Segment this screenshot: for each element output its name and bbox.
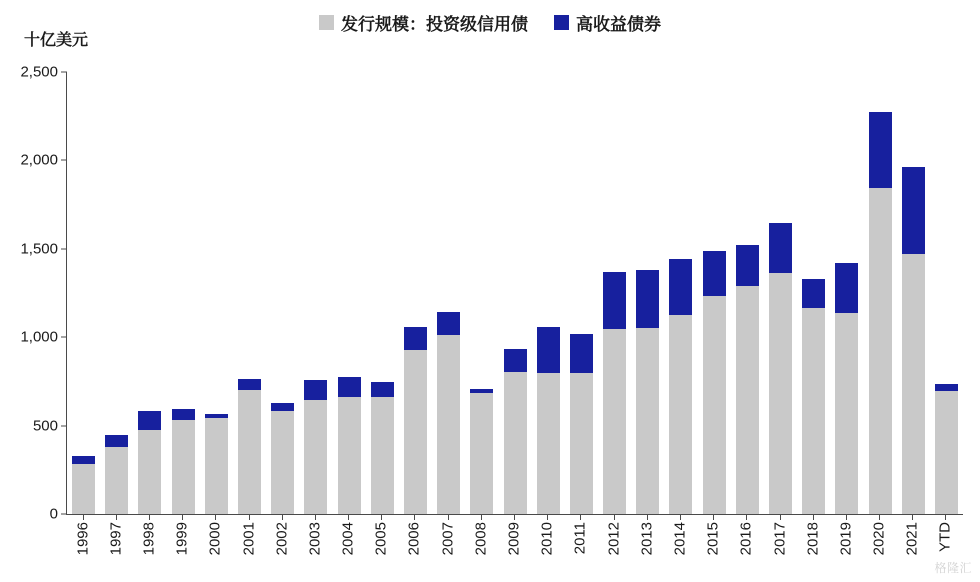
x-axis-tick — [896, 520, 929, 580]
bar-stack — [105, 435, 128, 514]
legend-item-high-yield — [554, 10, 661, 35]
x-axis-tick-label: 2008 — [472, 522, 490, 556]
bar-group — [67, 72, 100, 514]
bar-stack — [537, 327, 560, 514]
bar-segment-high-yield — [504, 349, 527, 372]
bar-group — [631, 72, 664, 514]
x-axis-tick-label: 2021 — [903, 522, 921, 556]
bar-group — [366, 72, 399, 514]
bar-stack — [138, 411, 161, 514]
y-axis-tick-mark — [61, 248, 67, 249]
x-axis-tick-label: 2017 — [771, 522, 789, 556]
bar-stack — [205, 414, 228, 514]
bar-group — [698, 72, 731, 514]
y-axis-tick-mark — [61, 514, 67, 515]
x-axis-tick-label: 2000 — [206, 522, 224, 556]
x-axis-tick-mark — [879, 514, 880, 520]
bar-stack — [404, 327, 427, 514]
x-axis-tick-mark — [116, 514, 117, 520]
x-axis-tick-mark — [83, 514, 84, 520]
x-axis-tick — [564, 520, 597, 580]
x-axis-tick-mark — [514, 514, 515, 520]
bar-segment-high-yield — [72, 456, 95, 464]
x-axis-tick-label: 2001 — [240, 522, 258, 556]
x-axis-tick-mark — [912, 514, 913, 520]
x-axis-tick — [365, 520, 398, 580]
legend-swatch-investment-grade — [319, 15, 334, 30]
x-axis-tick — [829, 520, 862, 580]
x-axis-tick-label: 2010 — [538, 522, 556, 556]
x-axis-tick-mark — [249, 514, 250, 520]
x-axis-tick-label: 2019 — [837, 522, 855, 556]
bar-segment-investment-grade — [902, 254, 925, 514]
bar-segment-investment-grade — [205, 418, 228, 514]
legend-label-high-yield: 高收益债券 — [576, 15, 661, 34]
bar-segment-high-yield — [902, 167, 925, 254]
plot-area — [20, 63, 963, 523]
bar-group — [465, 72, 498, 514]
x-axis-tick-mark — [481, 514, 482, 520]
x-axis-tick-label: 2013 — [638, 522, 656, 556]
bar-stack — [504, 349, 527, 514]
x-axis-tick — [66, 520, 99, 580]
bar-segment-investment-grade — [769, 273, 792, 514]
y-axis-tick-mark — [61, 72, 67, 73]
bar-segment-investment-grade — [238, 390, 261, 514]
bar-segment-investment-grade — [138, 430, 161, 514]
bar-stack — [802, 279, 825, 514]
x-axis-tick-label: 2005 — [372, 522, 390, 556]
bar-group — [200, 72, 233, 514]
bar-segment-investment-grade — [172, 420, 195, 514]
x-axis-tick-label: 2011 — [571, 522, 589, 555]
legend-item-investment-grade — [319, 10, 528, 35]
x-axis-tick — [531, 520, 564, 580]
bar-group — [930, 72, 963, 514]
bar-segment-investment-grade — [105, 447, 128, 514]
bar-segment-high-yield — [769, 223, 792, 273]
bar-stack — [669, 259, 692, 514]
x-axis-tick — [763, 520, 796, 580]
legend-swatch-high-yield — [554, 15, 569, 30]
x-axis-tick — [298, 520, 331, 580]
x-axis-tick — [597, 520, 630, 580]
x-axis-tick-mark — [448, 514, 449, 520]
bar-segment-high-yield — [802, 279, 825, 308]
x-axis-tick-mark — [381, 514, 382, 520]
x-axis-tick-label: 1996 — [74, 522, 92, 556]
bar-group — [565, 72, 598, 514]
x-axis-tick-mark — [680, 514, 681, 520]
bar-segment-high-yield — [835, 263, 858, 313]
y-axis-tick-mark — [61, 160, 67, 161]
bar-stack — [72, 456, 95, 514]
x-axis-tick — [265, 520, 298, 580]
x-axis-tick — [497, 520, 530, 580]
bar-segment-investment-grade — [736, 286, 759, 514]
x-axis-tick-label: 2006 — [405, 522, 423, 556]
bar-group — [830, 72, 863, 514]
bar-stack — [703, 251, 726, 514]
bar-stack — [437, 312, 460, 514]
x-axis-tick-mark — [746, 514, 747, 520]
x-axis-tick-mark — [547, 514, 548, 520]
bar-stack — [769, 223, 792, 514]
bar-segment-high-yield — [105, 435, 128, 446]
bar-segment-high-yield — [636, 270, 659, 328]
bar-segment-investment-grade — [570, 373, 593, 514]
bar-segment-high-yield — [869, 112, 892, 188]
bar-segment-high-yield — [371, 382, 394, 397]
bar-group — [100, 72, 133, 514]
bar-segment-investment-grade — [669, 315, 692, 514]
bar-segment-high-yield — [603, 272, 626, 329]
bar-segment-high-yield — [437, 312, 460, 335]
x-axis-tick-mark — [315, 514, 316, 520]
bar-group — [532, 72, 565, 514]
bar-segment-high-yield — [669, 259, 692, 315]
bar-segment-investment-grade — [338, 397, 361, 514]
bar-segment-investment-grade — [636, 328, 659, 514]
bar-stack — [636, 270, 659, 514]
bar-group — [731, 72, 764, 514]
x-axis-tick-label: YTD — [936, 522, 954, 552]
x-axis-tick-mark — [846, 514, 847, 520]
y-axis-tick-mark — [61, 425, 67, 426]
bar-group — [864, 72, 897, 514]
x-axis-tick-mark — [647, 514, 648, 520]
bar-segment-investment-grade — [537, 373, 560, 514]
bar-stack — [603, 272, 626, 514]
bar-stack — [869, 112, 892, 514]
x-axis-tick — [199, 520, 232, 580]
bar-group — [897, 72, 930, 514]
bar-segment-investment-grade — [437, 335, 460, 514]
x-axis-tick-label: 1998 — [140, 522, 158, 556]
legend-label-investment-grade: 发行规模：投资级信用债 — [341, 15, 528, 34]
bar-segment-investment-grade — [371, 397, 394, 514]
x-axis-tick-mark — [780, 514, 781, 520]
y-axis-unit-title: 十亿美元 — [24, 32, 89, 49]
bar-segment-high-yield — [703, 251, 726, 296]
bar-segment-investment-grade — [802, 308, 825, 514]
bar-group — [664, 72, 697, 514]
bar-segment-investment-grade — [470, 393, 493, 514]
x-axis-tick-label: 2014 — [671, 522, 689, 556]
bar-stack — [172, 409, 195, 514]
y-axis-tick-mark — [61, 337, 67, 338]
x-axis-tick-mark — [348, 514, 349, 520]
bar-segment-investment-grade — [935, 391, 958, 514]
bar-series-group — [67, 72, 963, 514]
y-axis-tick-label: 0 — [49, 505, 58, 523]
bar-segment-high-yield — [138, 411, 161, 430]
bar-group — [764, 72, 797, 514]
bar-group — [498, 72, 531, 514]
x-axis-tick-label: 2003 — [306, 522, 324, 556]
bar-stack — [338, 377, 361, 514]
x-axis-tick-mark — [713, 514, 714, 520]
x-axis-tick — [730, 520, 763, 580]
x-axis-tick-label: 1999 — [173, 522, 191, 556]
bar-segment-high-yield — [404, 327, 427, 351]
bar-stack — [570, 334, 593, 514]
x-axis-tick — [796, 520, 829, 580]
x-axis-tick-label: 2012 — [605, 522, 623, 556]
bar-segment-high-yield — [935, 384, 958, 391]
bar-segment-high-yield — [537, 327, 560, 372]
bar-stack — [736, 245, 759, 514]
bar-group — [167, 72, 200, 514]
bar-segment-investment-grade — [835, 313, 858, 514]
bar-group — [399, 72, 432, 514]
bar-stack — [371, 382, 394, 514]
bar-segment-high-yield — [238, 379, 261, 390]
x-axis-tick-mark — [282, 514, 283, 520]
chart-legend — [0, 10, 980, 35]
x-axis-tick — [697, 520, 730, 580]
bar-stack — [835, 263, 858, 514]
x-axis-tick-mark — [945, 514, 946, 520]
bar-stack — [271, 403, 294, 514]
bar-stack — [902, 167, 925, 514]
bar-stack — [238, 379, 261, 514]
x-axis-tick-mark — [414, 514, 415, 520]
x-axis-tick — [166, 520, 199, 580]
bar-stack — [470, 389, 493, 514]
x-axis-tick — [663, 520, 696, 580]
bar-segment-investment-grade — [869, 188, 892, 514]
y-axis-tick-label: 2,000 — [20, 151, 58, 169]
y-axis-tick-label: 500 — [32, 417, 58, 435]
bar-segment-high-yield — [172, 409, 195, 420]
x-axis-tick — [464, 520, 497, 580]
bar-group — [333, 72, 366, 514]
x-axis-tick — [398, 520, 431, 580]
x-axis-tick — [99, 520, 132, 580]
bar-segment-investment-grade — [72, 464, 95, 514]
bar-group — [233, 72, 266, 514]
x-axis-tick-label: 2002 — [273, 522, 291, 556]
x-axis-tick-mark — [182, 514, 183, 520]
x-axis-tick-mark — [813, 514, 814, 520]
bar-segment-high-yield — [304, 380, 327, 400]
bar-group — [432, 72, 465, 514]
bar-stack — [935, 384, 958, 514]
bar-segment-high-yield — [570, 334, 593, 373]
x-axis-tick-label: 2018 — [804, 522, 822, 556]
x-axis — [66, 520, 962, 580]
y-axis-tick-label: 2,500 — [20, 63, 58, 81]
x-axis-tick — [132, 520, 165, 580]
x-axis-tick-label: 1997 — [107, 522, 125, 556]
x-axis-tick-label: 2016 — [737, 522, 755, 556]
bar-segment-investment-grade — [504, 372, 527, 514]
x-axis-tick-label: 2015 — [704, 522, 722, 556]
bar-segment-high-yield — [271, 403, 294, 412]
bar-segment-investment-grade — [271, 411, 294, 514]
y-axis-tick-label: 1,000 — [20, 328, 58, 346]
x-axis-tick-label: 2020 — [870, 522, 888, 556]
bar-segment-investment-grade — [703, 296, 726, 514]
bar-segment-investment-grade — [603, 329, 626, 514]
bar-group — [266, 72, 299, 514]
bar-segment-high-yield — [736, 245, 759, 286]
x-axis-tick — [431, 520, 464, 580]
x-axis-tick-label: 2007 — [439, 522, 457, 556]
x-axis-tick-mark — [215, 514, 216, 520]
bar-group — [797, 72, 830, 514]
bar-group — [133, 72, 166, 514]
y-axis-tick-label: 1,500 — [20, 240, 58, 258]
bar-stack — [304, 380, 327, 514]
x-axis-tick-mark — [614, 514, 615, 520]
x-axis-tick — [232, 520, 265, 580]
bar-segment-investment-grade — [304, 400, 327, 514]
x-axis-tick-label: 2009 — [505, 522, 523, 556]
x-axis-tick — [630, 520, 663, 580]
bar-group — [299, 72, 332, 514]
bar-segment-investment-grade — [404, 350, 427, 514]
bar-group — [598, 72, 631, 514]
x-axis-tick-mark — [580, 514, 581, 520]
x-axis-tick-mark — [149, 514, 150, 520]
bar-segment-high-yield — [338, 377, 361, 397]
x-axis-tick-label: 2004 — [339, 522, 357, 556]
x-axis-tick — [332, 520, 365, 580]
watermark: 格隆汇 — [934, 561, 972, 575]
x-axis-tick — [863, 520, 896, 580]
